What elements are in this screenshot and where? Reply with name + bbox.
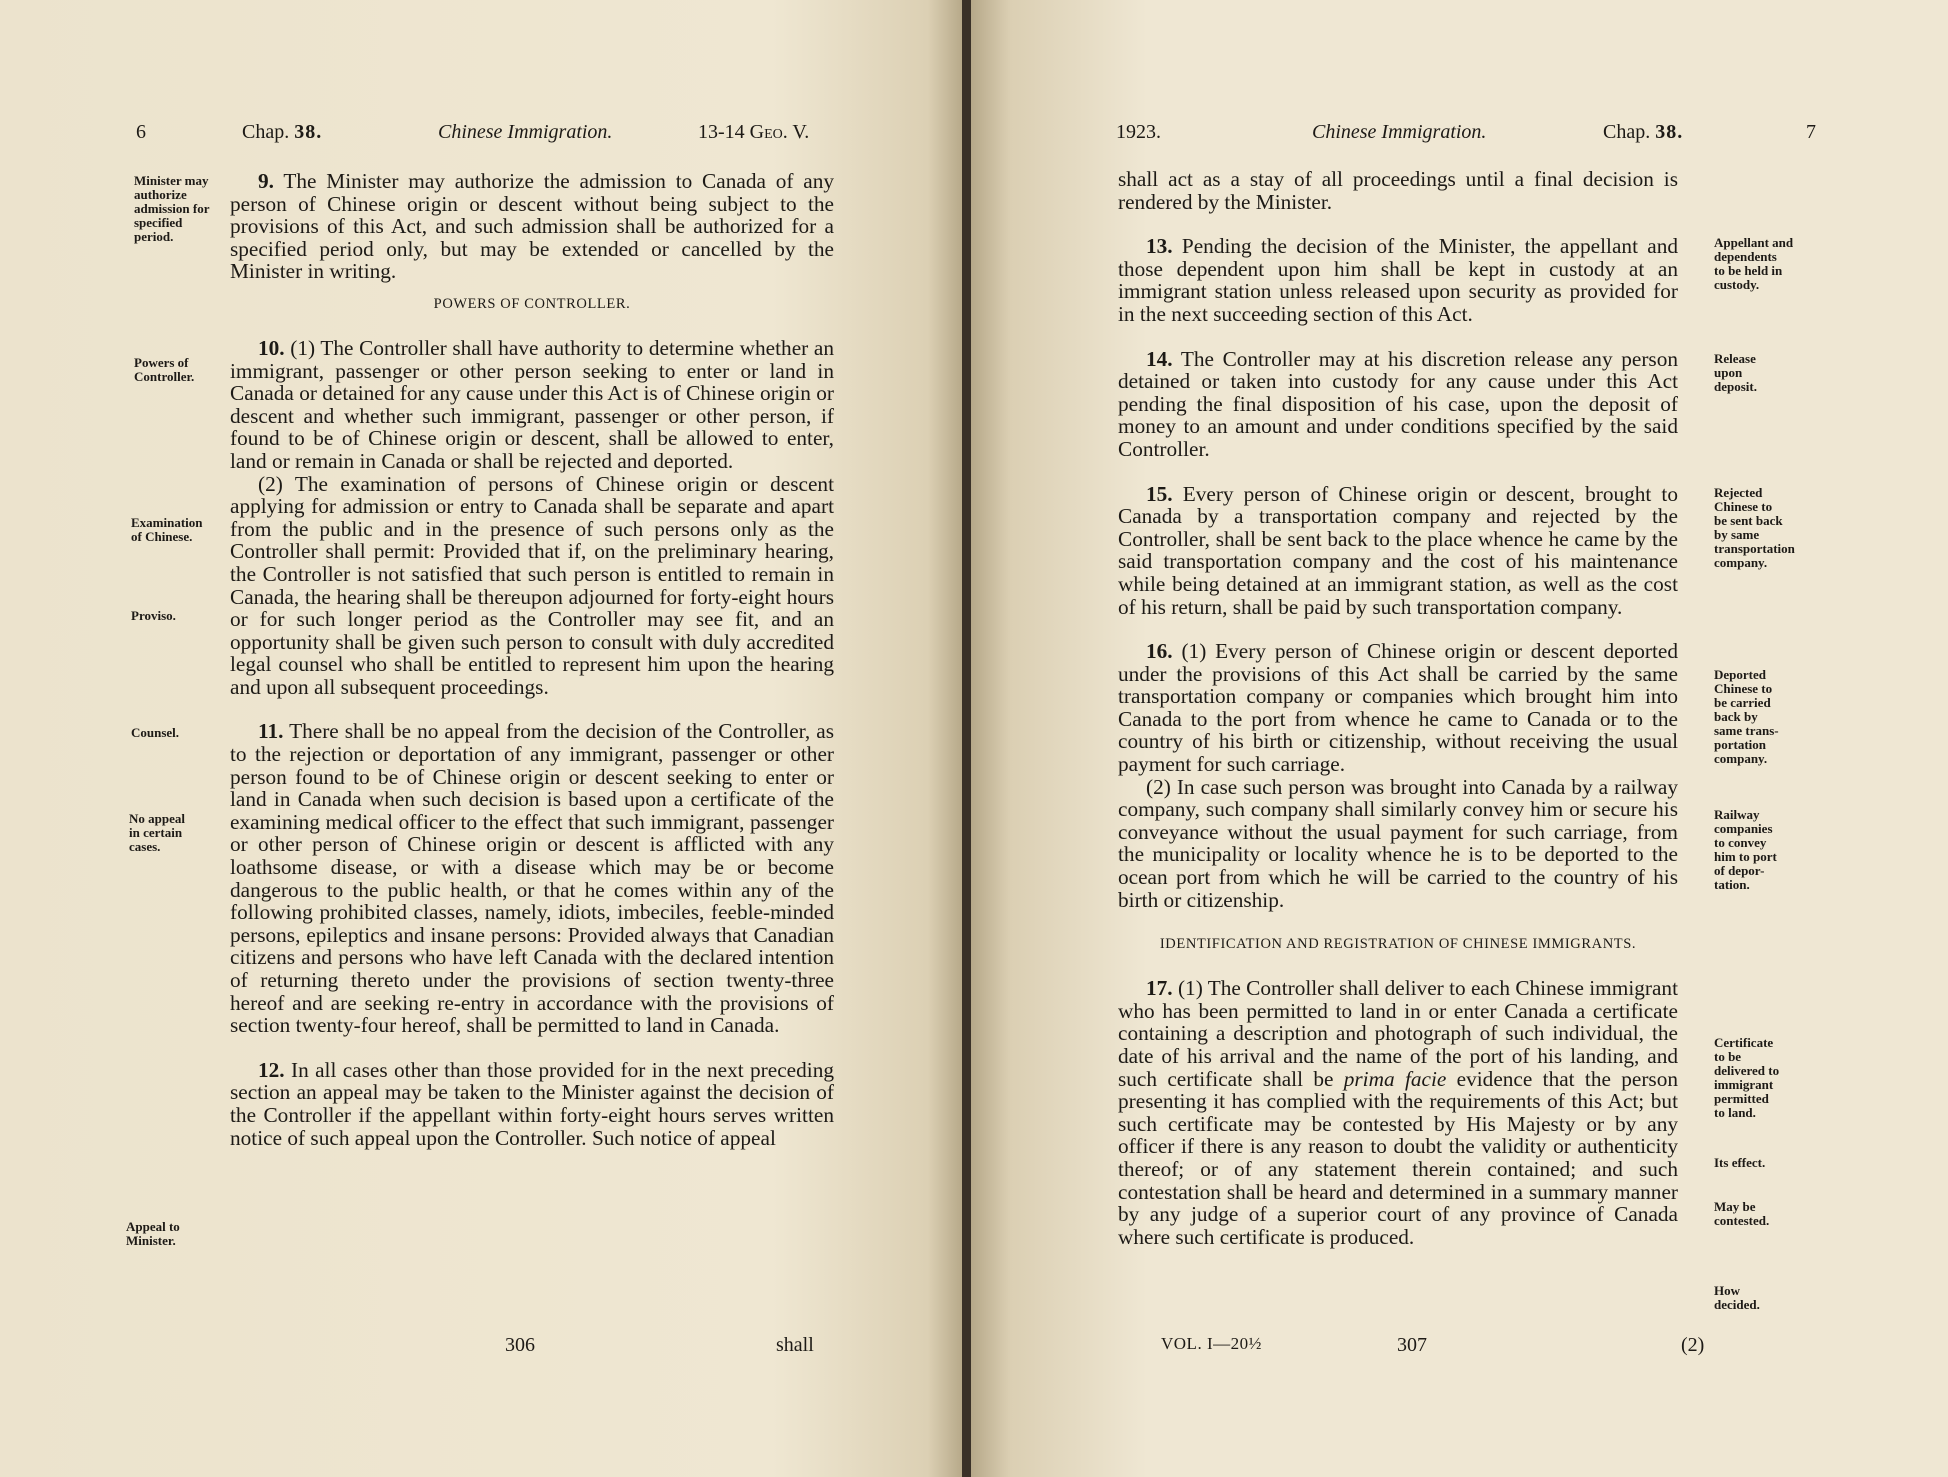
heading-identification: IDENTIFICATION AND REGISTRATION OF CHINESE IMMIGRANTS. [1159, 936, 1637, 953]
marginal-note-railway: Railway companies to convey him to port of depor- tation. [1714, 807, 1777, 892]
section-11: 11. There shall be no appeal from the decision of the Controller, as to the rejection or deportation of any immigrant, passenger or other person found to be of Chinese origin or descent seeking to enter or land in Canada when such decision is based upon a certificate of the examining medical officer to the effect that such immigrant, passenger or other person of Chinese origin or descent is afflicted with any loathsome disease, or with a disease which may be or become dangerous to the public health, or that he comes within any of the following prohibited classes, namely, idiots, imbeciles, feeble-minded persons, epileptics and insane persons: Provided always that Canadian citizens and persons who have left Canada with the declared intention of returning thereto under the provisions of section twenty-three hereof and are seeking re-entry in accordance with the provisions of section twenty-four hereof, shall be permitted to land in Canada. [230, 719, 834, 1038]
right-chapter-label: Chap. 38. [1603, 121, 1684, 143]
right-page-number: 7 [1806, 121, 1816, 143]
right-folio: 307 [1397, 1334, 1427, 1356]
marginal-note-appeal: Appeal to Minister. [126, 1219, 180, 1248]
left-body-text [230, 170, 834, 1149]
marginal-note-contested: May be contested. [1714, 1199, 1770, 1228]
right-gathering-mark: (2) [1681, 1334, 1705, 1356]
marginal-note-appellant: Appellant and dependents to be held in custody. [1714, 235, 1794, 292]
marginal-note-deported: Deported Chinese to be carried back by same trans- portation company. [1714, 667, 1779, 766]
marginal-note-certificate: Certificate to be delivered to immigrant permitted to land. [1714, 1035, 1780, 1120]
section-13: 13. Pending the decision of the Minister, the appellant and those dependent upon him shall be kept in custody at an immigrant station unless released upon security as provided for in the next succeeding section of this Act. [1118, 234, 1678, 326]
left-running-title: Chinese Immigration. [438, 121, 613, 143]
marginal-note-minister: Minister may authorize admission for specified period. [134, 173, 210, 244]
marginal-note-effect: Its effect. [1714, 1155, 1766, 1170]
section-17: 17. (1) The Controller shall deliver to each Chinese immigrant who has been permitted to land in or enter Canada a certificate containing a description and photograph of such individual, the date of his arrival and the name of the port of his landing, and such certificate shall be prima facie evidence that the person presenting it has complied with the requirements of this Act; but such certificate may be contested by His Majesty or by any officer if there is any reason to doubt the validity or authenticity thereof; or of any statement therein contained; and such contestation shall be heard and determined in a summary manner by any judge of a superior court of any province of Canada where such certificate is produced. [1118, 976, 1679, 1249]
right-year: 1923. [1116, 121, 1161, 143]
section-16-1: 16. (1) Every person of Chinese origin or descent deported under the provisions of this Act shall be carried by the same transportation company or companies which brought him into Canada to the port from whence he came to Canada or to the country of his birth or citizenship, without receiving the usual payment for such carriage. [1118, 639, 1678, 777]
right-signature-mark: VOL. I—20½ [1161, 1334, 1262, 1353]
section-9: 9. The Minister may authorize the admission to Canada of any person of Chinese origin or descent without being subject to the provisions of this Act, and such admission shall be authorized for a specified period only, but may be extended or cancelled by the Minister in writing. [230, 169, 834, 284]
right-running-title: Chinese Immigration. [1312, 121, 1487, 143]
right-page [971, 0, 1948, 1477]
marginal-note-counsel: Counsel. [131, 725, 180, 740]
section-14: 14. The Controller may at his discretion release any person detained or taken into custody for any cause under this Act pending the final disposition of his case, upon the deposit of money to an amount and under conditions specified by the said Controller. [1118, 346, 1678, 461]
section-10-1: 10. (1) The Controller shall have authority to determine whether an immigrant, passenger or other person seeking to enter or land in Canada or detained for any cause under this Act is of Chinese origin or descent and whether such immigrant, passenger or other person, if found to be of Chinese origin or descent, shall be allowed to enter, land or remain in Canada or shall be rejected and deported. [230, 335, 834, 473]
section-12: 12. In all cases other than those provided for in the next preceding section an appeal may be taken to the Minister against the decision of the Controller if the appellant within forty-eight hours serves written notice of such appeal upon the Controller. Such notice of appeal [230, 1057, 834, 1150]
marginal-note-release: Release upon deposit. [1714, 351, 1757, 394]
heading-powers: POWERS OF CONTROLLER. [433, 295, 631, 312]
left-chapter-label: Chap. 38. [242, 121, 323, 143]
section-12-continued: shall act as a stay of all proceedings until a final decision is rendered by the Minister. [1118, 167, 1678, 214]
section-15: 15. Every person of Chinese origin or descent, brought to Canada by a transportation company and rejected by the Controller, shall be sent back to the place whence he came by the said transportation company and the cost of his maintenance while being detained at an immigrant station, as well as the cost of his return, shall be paid by such transportation company. [1118, 481, 1678, 619]
marginal-note-how: How decided. [1714, 1283, 1760, 1312]
section-16-2: (2) In case such person was brought into Canada by a railway company, such company shall similarly convey him or secure his conveyance without the usual payment for such carriage, from the municipality or locality whence he is to be deported to the ocean port from which he will be carried to the country of his birth or citizenship. [1118, 774, 1678, 912]
marginal-note-powers: Powers of Controller. [134, 355, 195, 384]
right-body-text [1118, 168, 1678, 1248]
left-page [0, 0, 966, 1477]
left-catchword: shall [776, 1334, 814, 1356]
section-10-2: (2) The examination of persons of Chinese origin or descent applying for admission or entry to Canada shall be separate and apart from the public and in the presence of such persons only as the Controller shall permit: Provided that if, on the preliminary hearing, the Controller is not satisfied that such person is entitled to remain in Canada, the hearing shall be thereupon adjourned for forty-eight hours or for such longer period as the Controller may see fit, and an opportunity shall be given such person to consult with duly accredited legal counsel who shall be entitled to represent him upon the hearing and upon all subsequent proceedings. [230, 471, 834, 699]
marginal-note-rejected: Rejected Chinese to be sent back by same transportation company. [1714, 485, 1795, 570]
left-regnal-year: 13-14 Geo. V. [698, 121, 810, 143]
left-page-number: 6 [136, 121, 146, 143]
marginal-note-examination: Examination of Chinese. [131, 515, 203, 544]
left-folio: 306 [505, 1334, 535, 1356]
marginal-note-proviso: Proviso. [131, 608, 176, 623]
marginal-note-no-appeal: No appeal in certain cases. [129, 811, 185, 854]
